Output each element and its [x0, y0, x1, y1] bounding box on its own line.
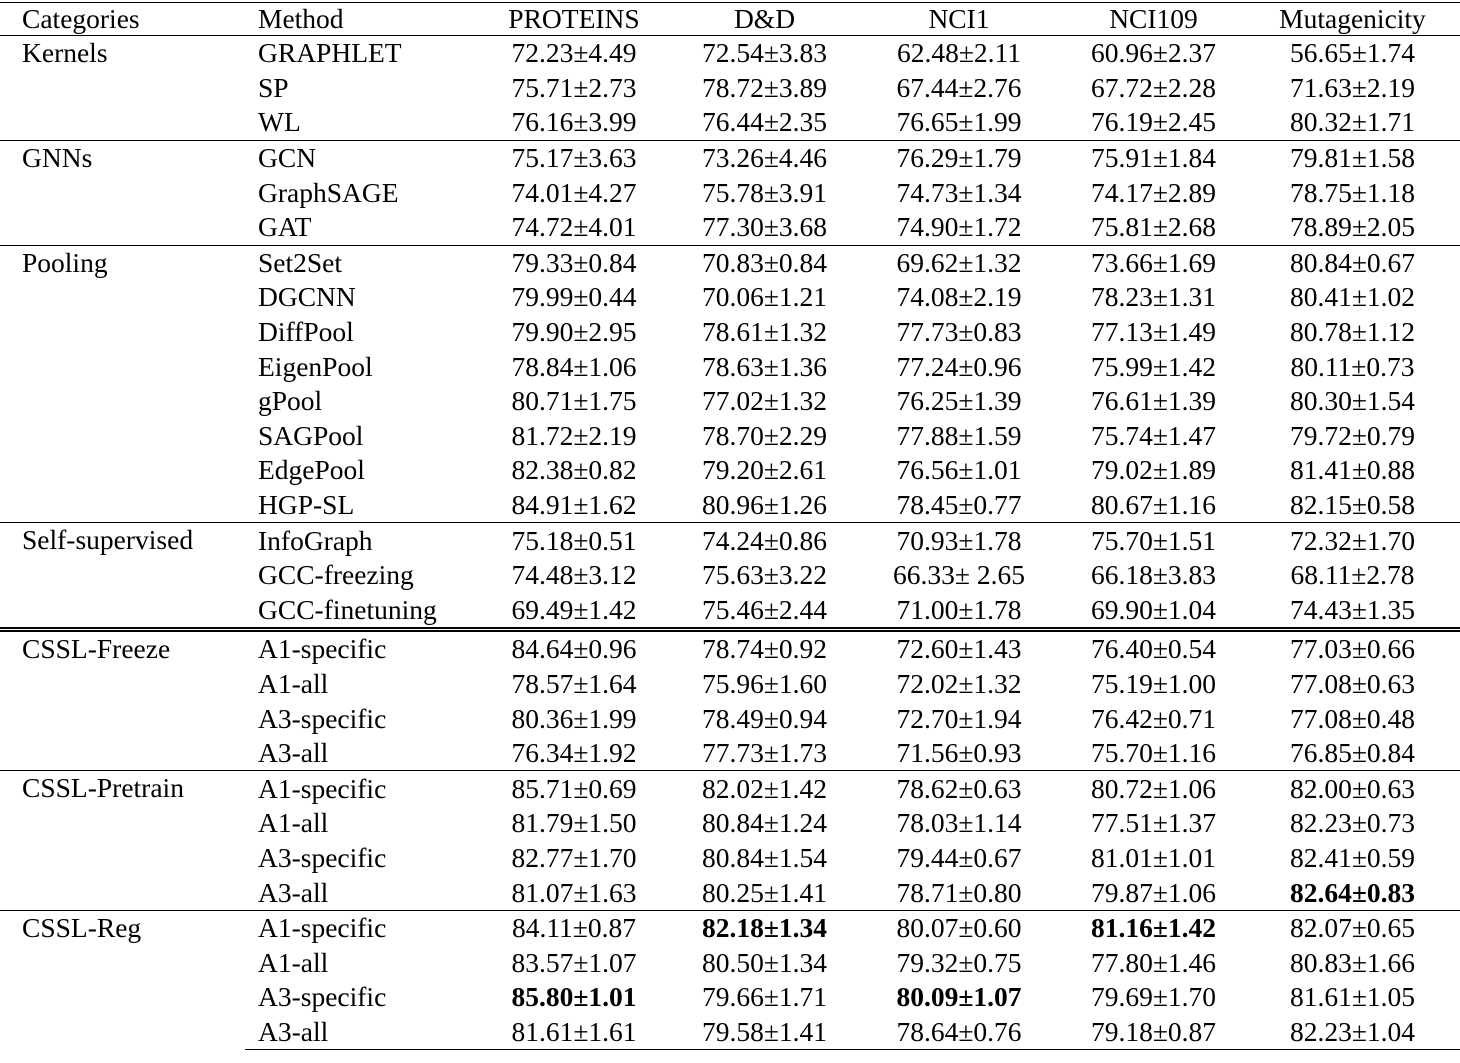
value-cell: 74.48±3.12 — [511, 559, 637, 591]
value-cell: 80.96±1.26 — [701, 489, 828, 521]
value-cell: 79.44±0.67 — [896, 841, 1022, 873]
value-cell: 80.36±1.99 — [511, 702, 637, 734]
group-kernels — [0, 36, 1460, 141]
method-cell: A1-specific — [245, 910, 475, 945]
value-cell: 76.42±0.71 — [1090, 702, 1217, 734]
value-cell: 75.63±3.22 — [701, 559, 828, 591]
value-cell: 74.17±2.89 — [1090, 176, 1217, 208]
method-cell: GAT — [258, 211, 312, 243]
value-cell: 81.01±1.01 — [1090, 841, 1217, 873]
value-cell: 79.32±0.75 — [896, 946, 1022, 978]
value-cell: 68.11±2.78 — [1290, 559, 1415, 591]
value-cell: 78.45±0.77 — [896, 489, 1022, 521]
value-cell: 82.64±0.83 — [1289, 876, 1416, 908]
value-cell: 80.72±1.06 — [1062, 771, 1245, 806]
value-cell: 82.02±1.42 — [673, 771, 856, 806]
value-cell: 76.61±1.39 — [1090, 385, 1217, 417]
value-cell: 75.19±1.00 — [1090, 667, 1217, 699]
value-cell: 76.44±2.35 — [701, 106, 828, 138]
value-cell: 84.64±0.96 — [475, 630, 673, 667]
table-row — [0, 36, 1460, 71]
value-cell: 81.61±1.05 — [1289, 981, 1416, 1013]
value-cell: 76.40±0.54 — [1062, 630, 1245, 667]
category-cell: Pooling — [0, 245, 245, 523]
value-cell: 73.26±4.46 — [673, 140, 856, 175]
value-cell: 75.74±1.47 — [1090, 419, 1217, 451]
value-cell: 78.49±0.94 — [701, 702, 828, 734]
value-cell: 62.48±2.11 — [856, 36, 1062, 71]
method-cell: A1-all — [258, 667, 329, 699]
category-cell: CSSL-Reg — [0, 910, 245, 1049]
value-cell: 80.84±1.54 — [701, 841, 828, 873]
value-cell: 75.70±1.16 — [1090, 737, 1217, 769]
category-cell: Self-supervised — [0, 523, 245, 630]
method-cell: A3-specific — [258, 981, 387, 1013]
value-cell: 74.01±4.27 — [511, 176, 637, 208]
value-cell: 77.80±1.46 — [1090, 946, 1217, 978]
value-cell: 70.06±1.21 — [701, 281, 828, 313]
method-cell: A3-all — [245, 1015, 475, 1050]
value-cell: 82.41±0.59 — [1289, 841, 1416, 873]
value-cell: 78.62±0.63 — [856, 771, 1062, 806]
value-cell: 75.91±1.84 — [1062, 140, 1245, 175]
value-cell: 78.57±1.64 — [511, 667, 637, 699]
value-cell: 79.87±1.06 — [1090, 876, 1217, 908]
value-cell: 75.99±1.42 — [1090, 350, 1217, 382]
value-cell: 77.24±0.96 — [896, 350, 1022, 382]
value-cell: 74.24±0.86 — [673, 523, 856, 558]
method-cell: gPool — [258, 385, 323, 417]
method-cell: A1-all — [258, 946, 329, 978]
group-cssl-freeze — [0, 630, 1460, 771]
value-cell: 71.56±0.93 — [896, 737, 1022, 769]
value-cell: 82.23±1.04 — [1245, 1015, 1460, 1050]
group-cssl-pretrain — [0, 771, 1460, 910]
value-cell: 75.17±3.63 — [475, 140, 673, 175]
value-cell: 81.41±0.88 — [1289, 454, 1416, 486]
value-cell: 74.43±1.35 — [1289, 593, 1416, 625]
value-cell: 77.51±1.37 — [1090, 807, 1217, 839]
method-cell: A3-specific — [258, 841, 387, 873]
value-cell: 80.84±1.24 — [701, 807, 828, 839]
method-cell: GCN — [245, 140, 475, 175]
method-cell: Set2Set — [245, 245, 475, 280]
value-cell: 81.79±1.50 — [511, 807, 637, 839]
value-cell: 60.96±2.37 — [1062, 36, 1245, 71]
header-nci1: NCI1 — [928, 3, 990, 34]
value-cell: 77.02±1.32 — [701, 385, 828, 417]
value-cell: 73.66±1.69 — [1062, 245, 1245, 280]
group-pooling — [0, 245, 1460, 523]
method-cell: GRAPHLET — [245, 36, 475, 71]
value-cell: 75.78±3.91 — [701, 176, 828, 208]
method-cell: DGCNN — [258, 281, 356, 313]
value-cell: 80.67±1.16 — [1090, 489, 1217, 521]
value-cell: 79.72±0.79 — [1289, 419, 1416, 451]
value-cell: 75.46±2.44 — [701, 593, 828, 625]
value-cell: 74.72±4.01 — [511, 211, 637, 243]
value-cell: 76.16±3.99 — [511, 106, 637, 138]
value-cell: 79.81±1.58 — [1245, 140, 1460, 175]
method-cell: A1-specific — [245, 630, 475, 667]
value-cell: 72.70±1.94 — [896, 702, 1022, 734]
value-cell: 78.75±1.18 — [1289, 176, 1416, 208]
value-cell: 78.70±2.29 — [701, 419, 828, 451]
method-cell: EigenPool — [258, 350, 373, 382]
header-dd: D&D — [733, 3, 796, 34]
value-cell: 75.71±2.73 — [511, 71, 637, 103]
value-cell: 72.23±4.49 — [475, 36, 673, 71]
value-cell: 77.08±0.48 — [1289, 702, 1416, 734]
value-cell: 66.18±3.83 — [1090, 559, 1217, 591]
value-cell: 77.03±0.66 — [1245, 630, 1460, 667]
header-method: Method — [258, 3, 344, 34]
category-cell: CSSL-Freeze — [0, 630, 245, 771]
value-cell: 75.18±0.51 — [475, 523, 673, 558]
method-cell: A3-all — [258, 737, 329, 769]
value-cell: 80.25±1.41 — [701, 876, 828, 908]
method-cell: A1-all — [258, 807, 329, 839]
method-cell: A3-specific — [258, 702, 387, 734]
value-cell: 76.56±1.01 — [896, 454, 1022, 486]
value-cell: 78.71±0.80 — [896, 876, 1022, 908]
value-cell: 80.41±1.02 — [1289, 281, 1416, 313]
value-cell: 77.08±0.63 — [1289, 667, 1416, 699]
value-cell: 82.07±0.65 — [1245, 910, 1460, 945]
value-cell: 79.02±1.89 — [1090, 454, 1217, 486]
value-cell: 66.33± 2.65 — [893, 559, 1025, 591]
value-cell: 78.23±1.31 — [1090, 281, 1217, 313]
value-cell: 78.64±0.76 — [856, 1015, 1062, 1050]
value-cell: 79.66±1.71 — [701, 981, 828, 1013]
method-cell: GCC-freezing — [258, 559, 414, 591]
value-cell: 80.78±1.12 — [1289, 316, 1416, 348]
value-cell: 85.71±0.69 — [475, 771, 673, 806]
value-cell: 77.30±3.68 — [701, 211, 828, 243]
header-categories: Categories — [22, 3, 140, 34]
value-cell: 76.25±1.39 — [896, 385, 1022, 417]
value-cell: 75.70±1.51 — [1062, 523, 1245, 558]
value-cell: 76.29±1.79 — [856, 140, 1062, 175]
value-cell: 78.63±1.36 — [701, 350, 828, 382]
value-cell: 76.34±1.92 — [511, 737, 637, 769]
method-cell: A1-specific — [245, 771, 475, 806]
value-cell: 81.72±2.19 — [511, 419, 637, 451]
value-cell: 78.89±2.05 — [1289, 211, 1416, 243]
value-cell: 70.83±0.84 — [673, 245, 856, 280]
method-cell: EdgePool — [258, 454, 365, 486]
value-cell: 69.90±1.04 — [1090, 593, 1217, 625]
method-cell: SAGPool — [258, 419, 364, 451]
table-row — [0, 523, 1460, 558]
value-cell: 80.50±1.34 — [701, 946, 828, 978]
table-row — [0, 910, 1460, 945]
value-cell: 67.72±2.28 — [1090, 71, 1217, 103]
value-cell: 77.13±1.49 — [1090, 316, 1217, 348]
value-cell: 79.58±1.41 — [673, 1015, 856, 1050]
value-cell: 74.08±2.19 — [896, 281, 1022, 313]
value-cell: 84.11±0.87 — [475, 910, 673, 945]
value-cell: 79.33±0.84 — [475, 245, 673, 280]
value-cell: 69.49±1.42 — [511, 593, 637, 625]
value-cell: 80.09±1.07 — [896, 981, 1022, 1013]
value-cell: 56.65±1.74 — [1245, 36, 1460, 71]
value-cell: 76.85±0.84 — [1289, 737, 1416, 769]
value-cell: 76.65±1.99 — [896, 106, 1022, 138]
value-cell: 85.80±1.01 — [511, 981, 637, 1013]
value-cell: 72.32±1.70 — [1245, 523, 1460, 558]
table-row — [0, 140, 1460, 175]
header-mutagenicity: Mutagenicity — [1279, 3, 1426, 34]
method-cell: A3-all — [258, 876, 329, 908]
group-cssl-reg — [0, 910, 1460, 1049]
header-nci109: NCI109 — [1109, 3, 1198, 34]
method-cell: GCC-finetuning — [258, 593, 437, 625]
method-cell: SP — [258, 71, 289, 103]
category-cell: Kernels — [0, 36, 245, 141]
method-cell: GraphSAGE — [258, 176, 399, 208]
header-proteins: PROTEINS — [508, 3, 640, 34]
value-cell: 80.84±0.67 — [1245, 245, 1460, 280]
value-cell: 74.73±1.34 — [896, 176, 1022, 208]
value-cell: 81.16±1.42 — [1062, 910, 1245, 945]
value-cell: 80.83±1.66 — [1289, 946, 1416, 978]
category-cell: CSSL-Pretrain — [0, 771, 245, 910]
value-cell: 81.07±1.63 — [511, 876, 637, 908]
value-cell: 67.44±2.76 — [896, 71, 1022, 103]
results-table — [0, 2, 1460, 1050]
value-cell: 79.18±0.87 — [1062, 1015, 1245, 1050]
value-cell: 75.81±2.68 — [1090, 211, 1217, 243]
group-gnns — [0, 140, 1460, 245]
value-cell: 80.71±1.75 — [511, 385, 637, 417]
table-row — [0, 771, 1460, 806]
value-cell: 79.99±0.44 — [511, 281, 637, 313]
value-cell: 72.02±1.32 — [896, 667, 1022, 699]
method-cell: WL — [258, 106, 301, 138]
value-cell: 78.61±1.32 — [701, 316, 828, 348]
value-cell: 82.38±0.82 — [511, 454, 637, 486]
method-cell: InfoGraph — [245, 523, 475, 558]
value-cell: 77.88±1.59 — [896, 419, 1022, 451]
value-cell: 79.20±2.61 — [701, 454, 828, 486]
header-row — [0, 3, 1460, 36]
value-cell: 83.57±1.07 — [511, 946, 637, 978]
value-cell: 82.18±1.34 — [673, 910, 856, 945]
value-cell: 69.62±1.32 — [856, 245, 1062, 280]
table-row — [0, 630, 1460, 667]
value-cell: 77.73±0.83 — [896, 316, 1022, 348]
value-cell: 81.61±1.61 — [475, 1015, 673, 1050]
value-cell: 72.60±1.43 — [856, 630, 1062, 667]
method-cell: DiffPool — [258, 316, 354, 348]
value-cell: 70.93±1.78 — [856, 523, 1062, 558]
value-cell: 78.72±3.89 — [701, 71, 828, 103]
value-cell: 72.54±3.83 — [673, 36, 856, 71]
value-cell: 77.73±1.73 — [701, 737, 828, 769]
value-cell: 71.00±1.78 — [896, 593, 1022, 625]
value-cell: 71.63±2.19 — [1289, 71, 1416, 103]
value-cell: 80.30±1.54 — [1289, 385, 1416, 417]
value-cell: 82.23±0.73 — [1289, 807, 1416, 839]
value-cell: 78.74±0.92 — [673, 630, 856, 667]
value-cell: 84.91±1.62 — [511, 489, 637, 521]
value-cell: 79.90±2.95 — [511, 316, 637, 348]
value-cell: 78.84±1.06 — [511, 350, 637, 382]
value-cell: 82.00±0.63 — [1245, 771, 1460, 806]
value-cell: 78.03±1.14 — [896, 807, 1022, 839]
table-header — [0, 3, 1460, 36]
value-cell: 80.07±0.60 — [856, 910, 1062, 945]
group-self-supervised — [0, 523, 1460, 630]
value-cell: 75.96±1.60 — [701, 667, 828, 699]
value-cell: 80.11±0.73 — [1290, 350, 1415, 382]
value-cell: 76.19±2.45 — [1090, 106, 1217, 138]
category-cell: GNNs — [0, 140, 245, 245]
value-cell: 79.69±1.70 — [1090, 981, 1217, 1013]
value-cell: 80.32±1.71 — [1289, 106, 1416, 138]
value-cell: 82.77±1.70 — [511, 841, 637, 873]
value-cell: 82.15±0.58 — [1289, 489, 1416, 521]
table-row — [0, 245, 1460, 280]
method-cell: HGP-SL — [258, 489, 355, 521]
value-cell: 74.90±1.72 — [896, 211, 1022, 243]
